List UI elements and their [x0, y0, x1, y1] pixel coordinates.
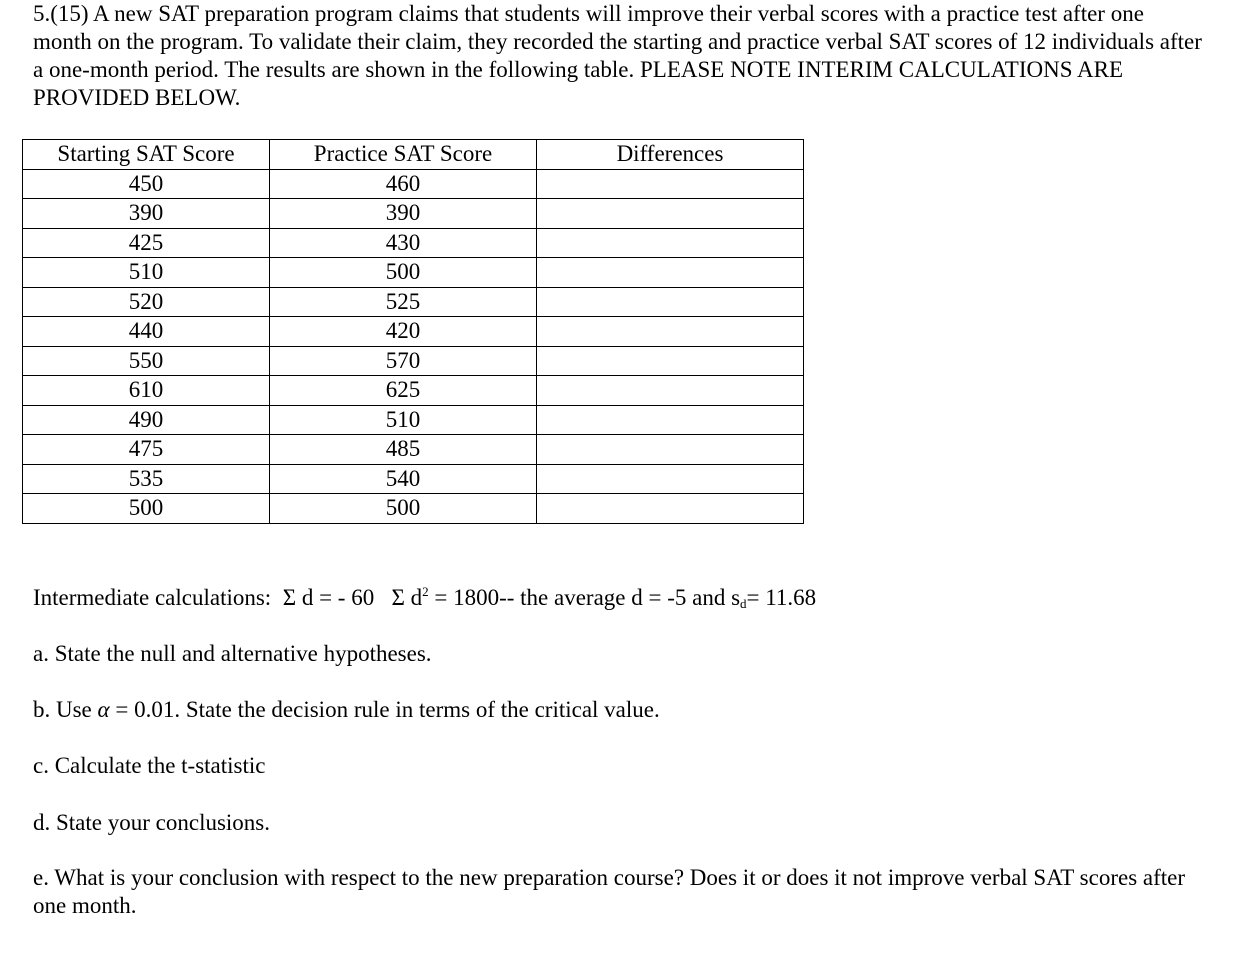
intermediate-label: Intermediate calculations:	[33, 585, 272, 610]
sd-value: = 11.68	[746, 585, 817, 610]
starting-score-cell: 510	[23, 258, 270, 288]
starting-score-cell: 535	[23, 464, 270, 494]
practice-score-cell: 570	[270, 346, 537, 376]
header-differences: Differences	[537, 140, 804, 170]
starting-score-cell: 490	[23, 405, 270, 435]
difference-cell	[537, 199, 804, 229]
difference-cell	[537, 287, 804, 317]
difference-cell	[537, 317, 804, 347]
intermediate-calculations	[33, 584, 816, 612]
starting-score-cell: 440	[23, 317, 270, 347]
difference-cell	[537, 405, 804, 435]
table-row	[23, 405, 804, 435]
difference-cell	[537, 464, 804, 494]
sum-d-squared-suffix: = 1800-- the average d = -5 and s	[428, 585, 741, 610]
sum-d-squared-prefix: Σ d	[391, 585, 423, 610]
starting-score-cell: 520	[23, 287, 270, 317]
question-a: a. State the null and alternative hypotheses.	[33, 641, 432, 666]
difference-cell	[537, 376, 804, 406]
practice-score-cell: 500	[270, 258, 537, 288]
table-row	[23, 228, 804, 258]
table-row	[23, 376, 804, 406]
difference-cell	[537, 258, 804, 288]
header-practice-sat-score: Practice SAT Score	[270, 140, 537, 170]
starting-score-cell: 610	[23, 376, 270, 406]
practice-score-cell: 525	[270, 287, 537, 317]
table-row	[23, 287, 804, 317]
problem-intro: 5.(15) A new SAT preparation program claims that students will improve their verbal scores with a practice test after one month on the program. To validate their claim, they recorded the starting and practice verbal SAT scores of 12 individuals after a one-month period. The results are shown in the following table. PLEASE NOTE INTERIM CALCULATIONS ARE PROVIDED BELOW.	[33, 1, 1202, 110]
question-b-prefix: b. Use	[33, 697, 98, 722]
starting-score-cell: 500	[23, 494, 270, 524]
table-row	[23, 435, 804, 465]
table-row	[23, 346, 804, 376]
table-row	[23, 317, 804, 347]
sd-subscript: d	[740, 596, 747, 611]
question-e: e. What is your conclusion with respect to the new preparation course? Does it or does it not improve verbal SAT scores after one month.	[33, 865, 1186, 918]
practice-score-cell: 500	[270, 494, 537, 524]
header-starting-sat-score: Starting SAT Score	[23, 140, 270, 170]
starting-score-cell: 450	[23, 169, 270, 199]
question-c: c. Calculate the t-statistic	[33, 753, 266, 778]
practice-score-cell: 430	[270, 228, 537, 258]
difference-cell	[537, 346, 804, 376]
question-b-suffix: = 0.01. State the decision rule in terms of the critical value.	[109, 697, 660, 722]
difference-cell	[537, 494, 804, 524]
starting-score-cell: 475	[23, 435, 270, 465]
practice-score-cell: 625	[270, 376, 537, 406]
practice-score-cell: 485	[270, 435, 537, 465]
difference-cell	[537, 435, 804, 465]
practice-score-cell: 460	[270, 169, 537, 199]
practice-score-cell: 510	[270, 405, 537, 435]
difference-cell	[537, 228, 804, 258]
practice-score-cell: 540	[270, 464, 537, 494]
table-row	[23, 494, 804, 524]
table-header-row	[23, 140, 804, 170]
practice-score-cell: 420	[270, 317, 537, 347]
table-row	[23, 169, 804, 199]
alpha-symbol: α	[97, 697, 110, 722]
table-row	[23, 258, 804, 288]
sum-d-squared-exponent: 2	[422, 584, 429, 599]
question-b	[33, 696, 660, 724]
question-d: d. State your conclusions.	[33, 810, 270, 835]
sum-d: Σ d = - 60	[282, 585, 375, 610]
difference-cell	[537, 169, 804, 199]
practice-score-cell: 390	[270, 199, 537, 229]
starting-score-cell: 390	[23, 199, 270, 229]
table-row	[23, 464, 804, 494]
starting-score-cell: 425	[23, 228, 270, 258]
sat-scores-table	[22, 139, 804, 524]
table-row	[23, 199, 804, 229]
starting-score-cell: 550	[23, 346, 270, 376]
